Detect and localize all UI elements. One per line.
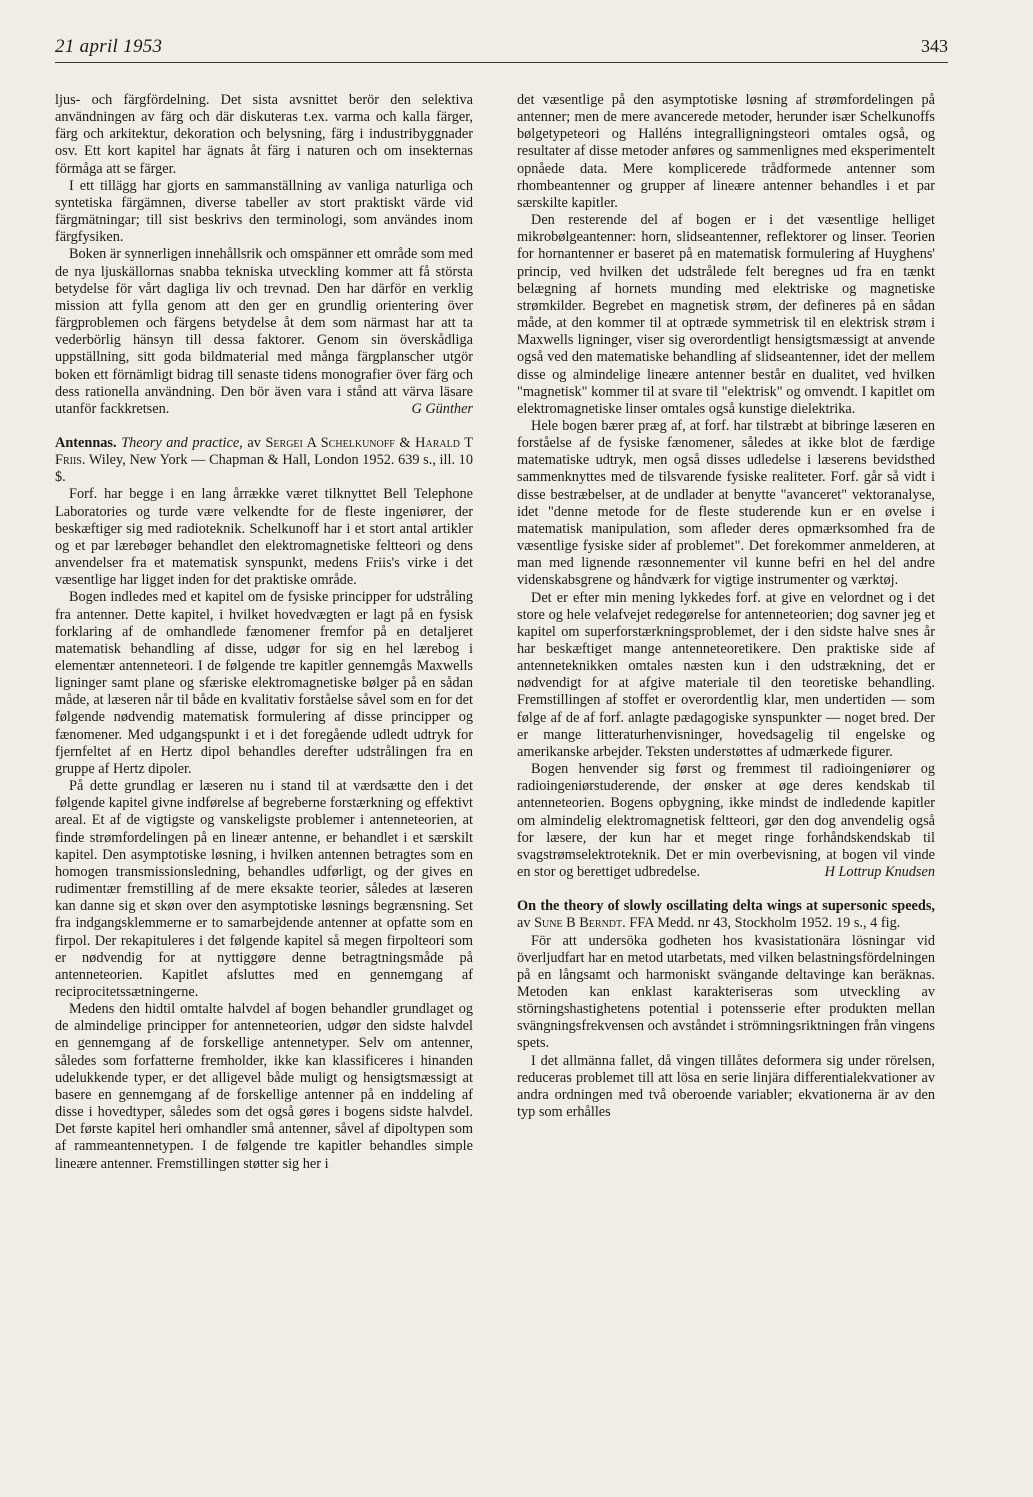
review-heading [517,898,935,932]
reviewer-signature: G Günther [411,400,473,417]
book-authors: Sergei A Schelkunoff & Harald T Friis. [55,434,474,469]
paragraph: Den resterende del af bogen er i det væsentlige helliget mikrobølgeantenner: horn, slidseantenner, reflektorer og linser. Teorien for hornantenner er baseret på en matematisk formulering af Huyghens' princip, ved hvilken det udstrålede felt beregnes ud fra en tænkt belægning af hornets munding med elektriske og magnetiske strømkilder. Begrebet en magnetisk strøm, der defineres på en sådan måde, at den kommer til at optræde symmetrisk til en elektrisk strøm i Maxwells ligninger, viser sig overordentligt hensigtsmæssigt at anvende også ved den matematiske behandling af slidseantenner, idet der mellem disse og almindelige lineære antenner består en dualitet, ved hvilken "magnetisk" kommer til at svare til "elektrisk" og omvendt. I kapitlet om elektromagnetiske linser omtales også kunstige dielektrika. [517,212,935,417]
paragraph: Hele bogen bærer præg af, at forf. har tilstræbt at bibringe læseren en forståelse af de fysiske fænomener, således at ikke blot de færdige matematiske udtryk, men også disses udledelse i læserens bevidsthed sammenknyttes med de tilsvarende fysiske realiteter. Forf. går så vidt i disse bestræbelser, at de undlader at benytte "avanceret" vektoranalyse, idet "denne metode for de fleste studerende kun er en øvelse i matematisk manipulation, som afleder deres opmærksomhed fra de væsentlige fysiske sider af problemet". Det forekommer anmelderen, at man med lignende ræsonnementer vil kunne befri en hel del andre videnskabsgrene og håndværk for vigtige instrumenter og værktøj. [517,417,935,589]
paragraph: ljus- och färgfördelning. Det sista avsnittet berör den selektiva användningen av färg och där diskuteras t.ex. varma och kalla färger, färg och arkitektur, dekoration och belysning, färg i industribyggnader osv. Ett kort kapitel har ägnats åt färg i naturen och om insekternas förmåga att se färger. [55,92,473,177]
right-column [517,92,935,1121]
by-word: av [517,915,531,932]
book-title: Antennas. [55,434,117,451]
paragraph [517,761,935,881]
paragraph: På dette grundlag er læseren nu i stand til at værdsætte den i det følgende kapitel givne indførelse af begreberne forstærkning og effektivt areal. Et af de vigtigste og vanskeligste problemer i antenneteorien, at finde strømfordelingen på en lineær antenne, er behandlet i et særskilt kapitel. Den asymptotiske løsning, i hvilken antennen betragtes som en homogen transmissionsledning, behandles udførligt, og der gives en rudimentær fremstilling af de mere eksakte teorier, således at læseren kan danne sig et skøn over den asymptotiske løsnings begrænsning. Set fra indgangsklemmerne er to samarbejdende antenner at opfatte som en firpol. Der rekapituleres i det følgende kapitel så megen firpolteori som er nødvendig for at nyttiggøre denne betragtningsmåde på antenneteorien. Kapitlet afsluttes med en gennemgang af reciprocitetssætningerne. [55,778,473,1000]
left-column [55,92,473,1173]
paragraph: Bogen indledes med et kapitel om de fysiske principper for udstråling fra antenner. Dette kapitel, i hvilket hovedvægten er lagt på en fysisk forklaring af de omhandlede fænomener fremfor på en detaljeret matematisk behandling af disse, udgør for sig en hel lærebog i elementær antenneteori. I de følgende tre kapitler gennemgås Maxwells ligninger samt plane og sfæriske elektromagnetiske bølger på en sådan måde, at læseren når til både en kvalitativ forståelse såvel som en for det følgende nødvendig matematisk formulering af disse principper og fænomener. Med udgangspunkt i et i det foregående udledt udtryk for fjernfeltet af en Hertz dipol behandles derefter udstrålingen fra en gruppe af Hertz dipoler. [55,589,473,777]
paper-publisher: FFA Medd. nr 43, Stockholm 1952. 19 s., 4 fig. [629,915,901,932]
book-publisher: Wiley, New York — Chapman & Hall, London 1952. 639 s., ill. 10 $. [55,452,473,486]
paragraph: I det allmänna fallet, då vingen tillåtes deformera sig under rörelsen, reduceras problemet till att lösa en serie linjära differentialekvationer av andra ordningen med två oberoende variabler; ekvationerna är av den typ som erhålles [517,1052,935,1121]
paragraph-text: Boken är synnerligen innehållsrik och omspänner ett område som med de nya ljuskällornas snabba tekniska utveckling kommer att få största betydelse för vårt dagliga liv och trevnad. Den har därför en verklig mission att fylla genom att den ger en grundlig orientering över färgproblemen och färgens betydelse åt dem som närmast har att ta vederbörlig hänsyn till dessa faktorer. Genom sin överskådliga uppställning, sitt goda bildmaterial med många färgplanscher utgör boken ett förnämligt bidrag till senaste tidens monografier över färg och dess rationella användning. Den bör även vara i stånd att värva läsare utanför fackkretsen. [55,246,473,417]
paragraph: Det er efter min mening lykkedes forf. at give en velordnet og i det store og hele velafvejet redegørelse for antenneteorien; dog savner jeg et kapitel om superforstærkningsproblemet, der i den sidste halve snes år har beskæftiget mange antenneteoretikere. Den praktiske side af antenneteknikken omtales næsten kun i den udstrækning, det er nødvendigt for at afgive materiale til den teoretiske behandling. Fremstillingen af stoffet er overordentlig klar, men undertiden — som følge af de af forf. anlagte pædagogiske synspunkter — noget bred. Der er mange litteraturhenvisninger, hovedsagelig til engelske og amerikanske arbejder. Teksten understøttes af udmærkede figurer. [517,589,935,760]
book-subtitle: Theory and practice, [121,434,243,451]
paragraph [55,246,473,418]
paragraph: I ett tillägg har gjorts en sammanställning av vanliga naturliga och syntetiska färgämnen, diverse tabeller av stort praktiskt värde vid färgmätningar; till sist beskrivs den terminologi, som användes inom färgfysiken. [55,177,473,246]
paragraph-text: Bogen henvender sig først og fremmest til radioingeniører og radioingeniørstuderende, der ønsker at øge deres kendskab til antenneteorien. Bogens opbygning, ikke mindst de indledende kapitler om almindelig elektromagnetisk feltteori, gør den dog anvendelig også for læsere, der kun har et meget ringe forhåndskendskab til svagstrømselektroteknik. Det er min overbevisning, at bogen vil vinde en stor og berettiget udbredelse. [517,761,935,881]
paper-author: Sune B Berndt. [534,915,626,932]
paragraph: Medens den hidtil omtalte halvdel af bogen behandler grundlaget og de almindelige principper for antenneteorien, udgør den sidste halvdel en gennemgang af de forskellige antennetyper. Selv om antenner, således som forfatterne fremholder, ikke kan klassificeres i hinanden udelukkende typer, er det alligevel både muligt og hensigtsmæssigt at basere en gennemgang af de forskellige antenner på en inddeling af disse i hovedtyper, således som det også gøres i bogens sidste halvdel. Det første kapitel heri omhandler små antenner, såvel af dipoltypen som af rammeantennetypen. I de følgende tre kapitler behandles simple lineære antenner. Fremstillingen støtter sig her i [55,1001,473,1172]
paper-title: On the theory of slowly oscillating delta wings at supersonic speeds, [517,898,935,915]
page-number: 343 [921,36,948,56]
reviewer-signature: H Lottrup Knudsen [824,864,935,881]
paragraph: Forf. har begge i en lang årrække været tilknyttet Bell Telephone Laboratories og turde være velkendte for de fleste ingeniører, der beskæftiger sig med radioteknik. Schelkunoff har i et stort antal artikler og et par lærebøger behandlet den elektromagnetiske feltteori og dens anvendelser fra et matematisk synspunkt, medens Friis's virke i det væsentlige har ligget inden for det praktiske område. [55,486,473,589]
issue-date: 21 april 1953 [55,36,163,57]
paragraph: För att undersöka godheten hos kvasistationära lösningar vid överljudfart har en metod utarbetats, med vilken belastningsfördelningen på en långsamt och harmoniskt svängande deltavinge kan beräknas. Metoden kan enklast karakteriseras som utveckling av störningshastighetens potential i potensserie efter produkten mellan svängningsfrekvensen och avståndet i strömningsriktningen från vingens spets. [517,932,935,1052]
by-word: av [247,434,261,451]
page-header [55,34,948,63]
review-heading [55,435,473,486]
paragraph: det væsentlige på den asymptotiske løsning af strømfordelingen på antenner; men de mere avancerede metoder, herunder især Schelkunoffs bølgetypeteori og Halléns integralligningsteori omtales også, og resultater af disse metoder anføres og sammenlignes med eksperimentelt opnåede data. Mere komplicerede trådformede antenner som rhombeantenner og grupper af lineære antenner behandles i et par særskilte kapitler. [517,92,935,211]
